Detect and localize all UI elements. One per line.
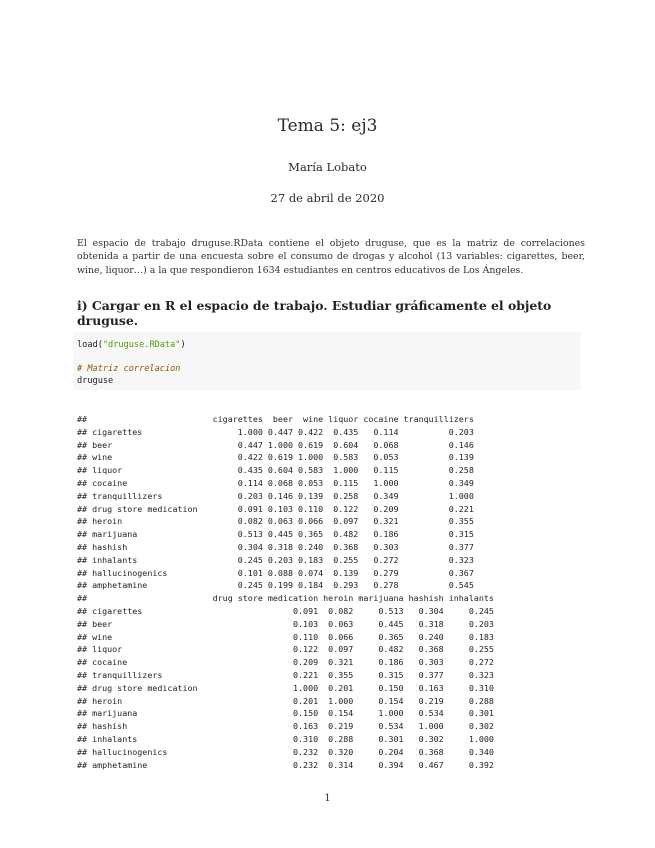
- output-line: ## liquor 0.122 0.097 0.482 0.368 0.255: [77, 644, 494, 655]
- output-line: ## hashish 0.304 0.318 0.240 0.368 0.303 0.377: [77, 541, 474, 552]
- output-line: ## inhalants 0.310 0.288 0.301 0.302 1.000: [77, 733, 494, 744]
- output-line: ## amphetamine 0.245 0.199 0.184 0.293 0.278 0.545: [77, 580, 474, 591]
- output-line: ## drug store medication 1.000 0.201 0.150 0.163 0.310: [77, 682, 494, 693]
- output-line: ## beer 0.447 1.000 0.619 0.604 0.068 0.146: [77, 439, 474, 450]
- output-line: ## drug store medication heroin marijuana hashish inhalants: [77, 593, 494, 604]
- output-line: ## hashish 0.163 0.219 0.534 1.000 0.302: [77, 721, 494, 732]
- output-line: ## tranquillizers 0.203 0.146 0.139 0.258 0.349 1.000: [77, 490, 474, 501]
- output-line: ## drug store medication 0.091 0.103 0.110 0.122 0.209 0.221: [77, 503, 474, 514]
- document-title: Tema 5: ej3: [277, 116, 378, 136]
- section-heading: i) Cargar en R el espacio de trabajo. Estudiar gráficamente el objeto druguse.: [77, 298, 552, 328]
- output-line: ## liquor 0.435 0.604 0.583 1.000 0.115 0.258: [77, 465, 474, 476]
- output-line: ## hallucinogenics 0.232 0.320 0.204 0.368 0.340: [77, 746, 494, 757]
- correlation-output: [77, 413, 494, 771]
- output-line: ## marijuana 0.150 0.154 1.000 0.534 0.301: [77, 708, 494, 719]
- output-line: ## tranquillizers 0.221 0.355 0.315 0.377 0.323: [77, 669, 494, 680]
- output-line: ## beer 0.103 0.063 0.445 0.318 0.203: [77, 618, 494, 629]
- intro-paragraph: El espacio de trabajo druguse.RData contiene el objeto druguse, que es la matriz de correlaciones obtenida a partir de una encuesta sobre el consumo de drogas y alcohol (13 variables: cigarettes, beer, wine, liquor…) a la que respondieron 1634 estudiantes en centros educativos de Los Ángeles.: [77, 238, 585, 276]
- output-line: ## cocaine 0.209 0.321 0.186 0.303 0.272: [77, 657, 494, 668]
- code-string: "druguse.RData": [102, 340, 181, 350]
- output-line: ## heroin 0.201 1.000 0.154 0.219 0.288: [77, 695, 494, 706]
- code-line-load: [77, 340, 186, 350]
- code-object: druguse: [77, 376, 114, 386]
- document-date: 27 de abril de 2020: [270, 191, 385, 205]
- output-line: ## cigarettes 1.000 0.447 0.422 0.435 0.114 0.203: [77, 426, 474, 437]
- output-line: ## cocaine 0.114 0.068 0.053 0.115 1.000 0.349: [77, 477, 474, 488]
- page-number: 1: [324, 793, 331, 804]
- output-line: ## cigarettes beer wine liquor cocaine tranquillizers: [77, 414, 474, 424]
- output-line: ## heroin 0.082 0.063 0.066 0.097 0.321 0.355: [77, 516, 474, 527]
- output-line: ## wine 0.110 0.066 0.365 0.240 0.183: [77, 631, 494, 642]
- code-comment: # Matriz correlacion: [77, 364, 181, 374]
- document-author: María Lobato: [288, 160, 367, 174]
- code-function: load(: [77, 340, 103, 350]
- output-line: ## marijuana 0.513 0.445 0.365 0.482 0.186 0.315: [77, 529, 474, 540]
- output-line: ## inhalants 0.245 0.203 0.183 0.255 0.272 0.323: [77, 554, 474, 565]
- output-line: ## hallucinogenics 0.101 0.088 0.074 0.139 0.279 0.367: [77, 567, 474, 578]
- output-line: ## amphetamine 0.232 0.314 0.394 0.467 0.392: [77, 759, 494, 770]
- code-block: [73, 332, 581, 390]
- output-line: ## wine 0.422 0.619 1.000 0.583 0.053 0.139: [77, 452, 474, 463]
- output-line: ## cigarettes 0.091 0.082 0.513 0.304 0.245: [77, 605, 494, 616]
- code-paren: ): [180, 340, 186, 350]
